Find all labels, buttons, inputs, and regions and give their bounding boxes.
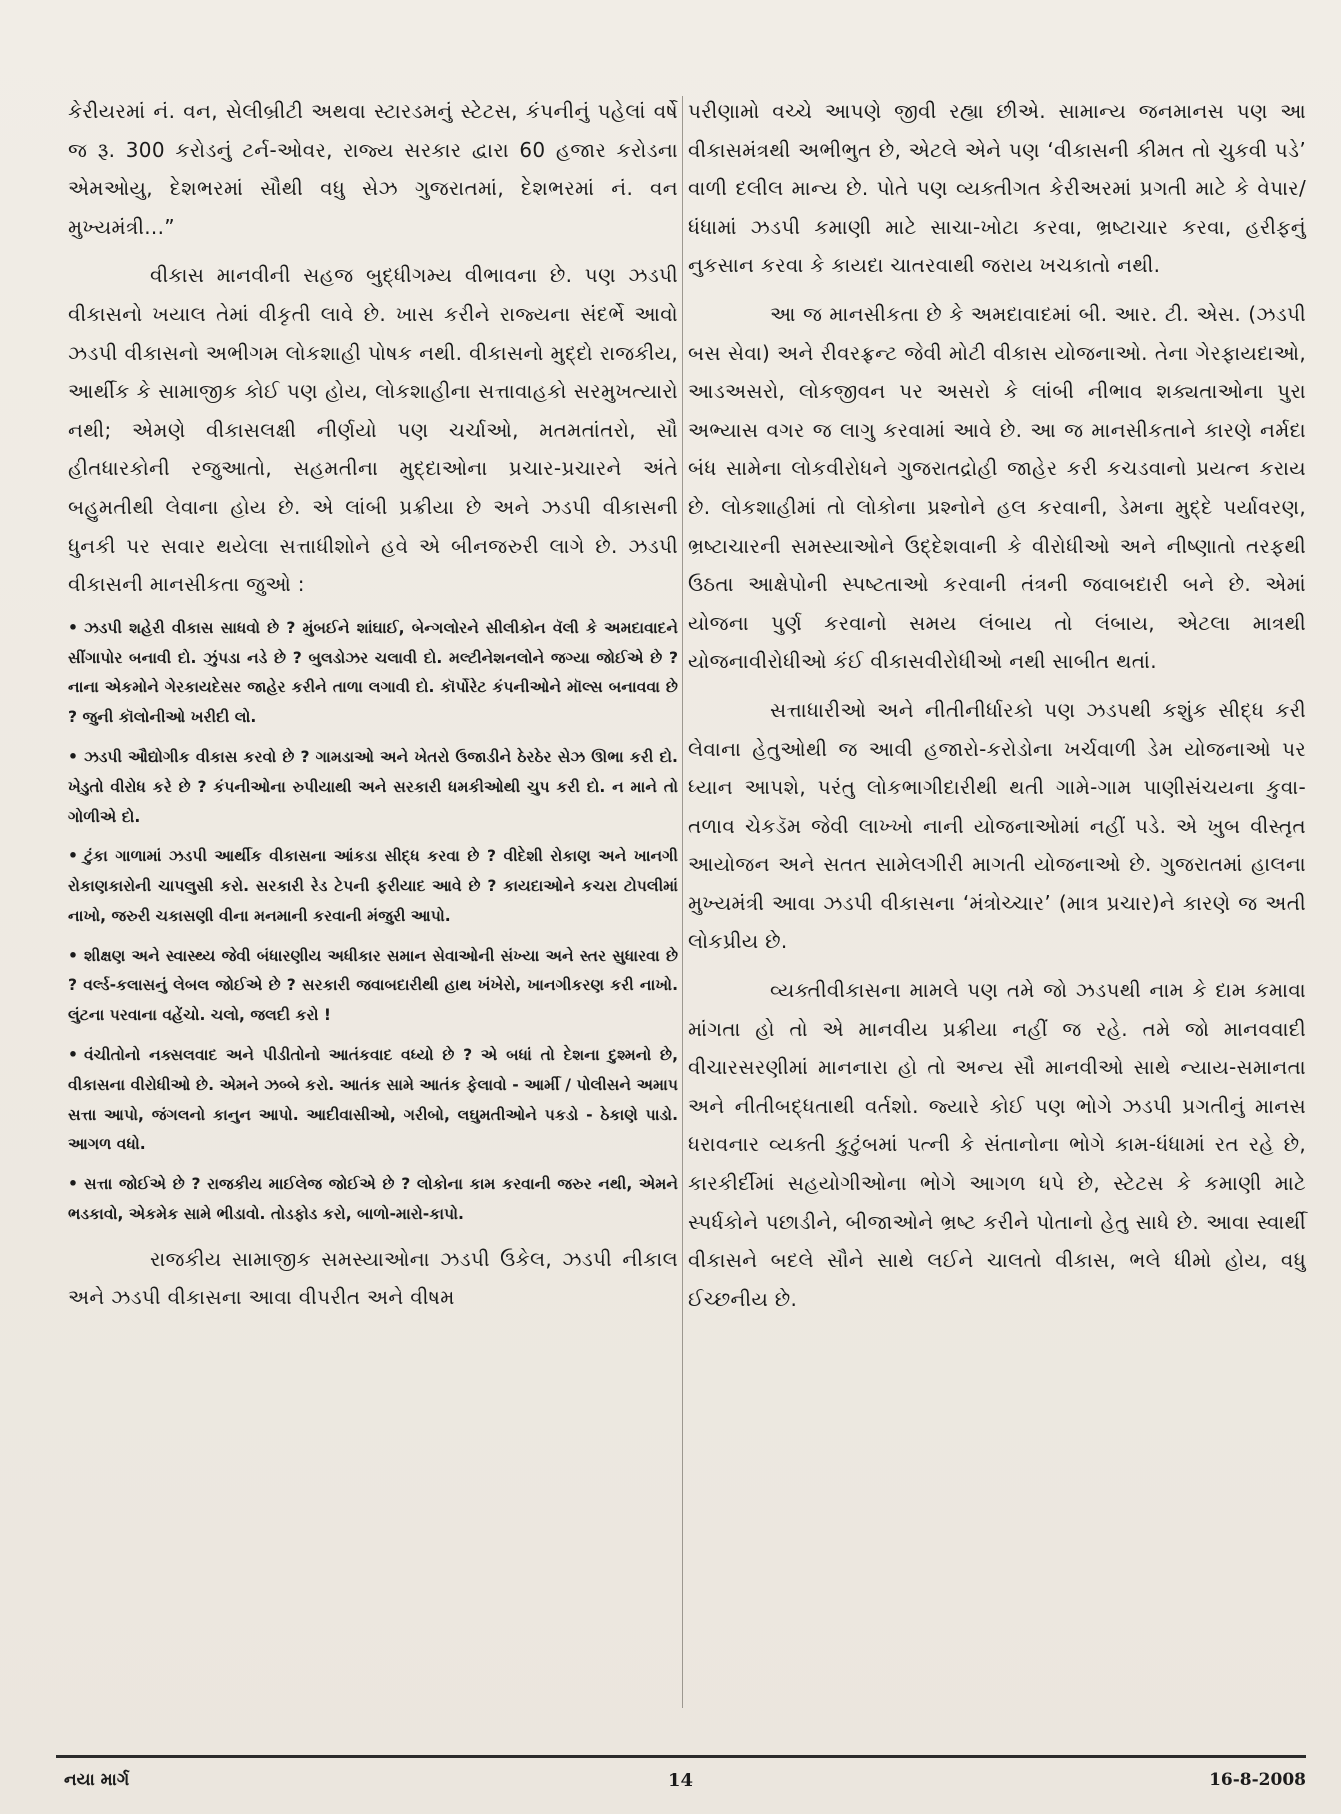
left-paragraph-1: કેરીયરમાં નં. વન, સેલીબ્રીટી અથવા સ્ટારડમનું સ્ટેટસ, કંપનીનું પહેલાં વર્ષે જ રૂ. 300 કરોડનું ટર્ન-ઓવર, રાજ્ય સરકાર દ્વારા 60 હજાર કરોડના એમઓયુ, દેશભરમાં સૌથી વધુ સેઝ ગુજરાતમાં, દેશભરમાં નં. વન મુખ્યમંત્રી...” xyxy=(68,99,678,239)
bullet-dot-icon: • xyxy=(68,847,78,866)
page-number: 14 xyxy=(668,1770,694,1791)
right-paragraph-4: વ્યક્તીવીકાસના મામલે પણ તમે જો ઝડપથી નામ કે દામ કમાવા માંગતા હો તો એ માનવીય પ્રક્રીયા નહીં જ રહે. તમે જો માનવવાદી વીચારસરણીમાં માનનારા હો તો અન્ય સૌ માનવીઓ સાથે ન્યાય-સમાનતા અને નીતીબદ્ધતાથી વર્તશો. જ્યારે કોઈ પણ ભોગે ઝડપી પ્રગતીનું માનસ ધરાવનાર વ્યક્તી કુટુંબમાં પત્ની કે સંતાનોના ભોગે કામ-ધંધામાં રત રહે છે, કારકીર્દીમાં સહયોગીઓના ભોગે આગળ ધપે છે, સ્ટેટસ કે કમાણી માટે સ્પર્ધકોને પછાડીને, બીજાઓને ભ્રષ્ટ કરીને પોતાનો હેતુ સાધે છે. આવા સ્વાર્થી વીકાસને બદલે સૌને સાથે લઈને ચાલતો વીકાસ, ભલે ધીમો હોય, વધુ ઈચ્છનીય છે. xyxy=(688,978,1306,1311)
bullet-dot-icon: • xyxy=(68,747,78,766)
bullet-dot-icon: • xyxy=(68,1046,78,1065)
bullet-text: ટુંકા ગાળામાં ઝડપી આર્થીક વીકાસના આંકડા સીદ્ધ કરવા છે ? વીદેશી રોકાણ અને ખાનગી રોકાણકારોની ચાપલુસી કરો. સરકારી રેડ ટેપની ફરીયાદ આવે છે ? કાયદાઓને કચરા ટોપલીમાં નાખો, જરુરી ચકાસણી વીના મનમાની કરવાની મંજુરી આપો. xyxy=(68,847,678,925)
bullet-text: વંચીતોનો નક્સલવાદ અને પીડીતોનો આતંકવાદ વધ્યો છે ? એ બધાં તો દેશના દુશ્મનો છે, વીકાસના વીરોધીઓ છે. એમને ઝબ્બે કરો. આતંક સામે આતંક ફેલાવો - આર્મી / પોલીસને અમાપ સત્તા આપો, જંગલનો કાનુન આપો. આદીવાસીઓ, ગરીબો, લઘુમતીઓને પકડો - ઠેકાણે પાડો. આગળ વધો. xyxy=(68,1046,678,1154)
right-column xyxy=(688,92,1306,1328)
right-paragraph-1: પરીણામો વચ્ચે આપણે જીવી રહ્યા છીએ. સામાન્ય જનમાનસ પણ આ વીકાસમંત્રથી અભીભુત છે, એટલે એને પણ ‘વીકાસની કીમત તો ચુકવી પડે’ વાળી દલીલ માન્ય છે. પોતે પણ વ્યક્તીગત કેરીઅરમાં પ્રગતી માટે કે વેપાર/ ધંધામાં ઝડપી કમાણી માટે સાચા-ખોટા કરવા, ભ્રષ્ટાચાર કરવા, હરીફનું નુકસાન કરવા કે કાયદા ચાતરવાથી જરાય ખચકાતો નથી. xyxy=(688,99,1306,278)
bullet-item xyxy=(68,1041,678,1160)
bullet-item xyxy=(68,842,678,931)
right-paragraph-3: સત્તાધારીઓ અને નીતીનીર્ધારકો પણ ઝડપથી કશુંક સીદ્ધ કરી લેવાના હેતુઓથી જ આવી હજારો-કરોડોના ખર્ચવાળી ડેમ યોજનાઓ પર ધ્યાન આપશે, પરંતુ લોકભાગીદારીથી થતી ગામે-ગામ પાણીસંચયના કુવા-તળાવ ચેકડૅમ જેવી લાખ્ખો નાની યોજનાઓમાં નહીં પડે. એ ખુબ વીસ્તૃત આયોજન અને સતત સામેલગીરી માગતી યોજનાઓ છે. ગુજરાતમાં હાલના મુખ્યમંત્રી આવા ઝડપી વીકાસના ‘મંત્રોચ્ચાર’ (માત્ર પ્રચાર)ને કારણે જ અતી લોકપ્રીય છે. xyxy=(688,697,1306,954)
bullet-text: શીક્ષણ અને સ્વાસ્થ્ય જેવી બંધારણીય અધીકાર સમાન સેવાઓની સંખ્યા અને સ્તર સુધારવા છે ? વર્લ્ડ-કલાસનું લેબલ જોઈએ છે ? સરકારી જવાબદારીથી હાથ ખંખેરો, ખાનગીકરણ કરી નાખો. લુંટના પરવાના વહેંચો. ચલો, જલદી કરો ! xyxy=(68,946,678,1025)
bullet-text: ઝડપી શહેરી વીકાસ સાધવો છે ? મુંબઈને શાંઘાઈ, બેન્ગલોરને સીલીકોન વૅલી કે અમદાવાદને સીંગાપોર બનાવી દો. ઝુંપડા નડે છે ? બુલડોઝર ચલાવી દો. મલ્ટીનેશનલોને જગ્યા જોઈએ છે ? નાના એકમોને ગેરકાયદેસર જાહેર કરીને તાળા લગાવી દો. કૉર્પોરેટ કંપનીઓને મૉલ્સ બનાવવા છે ? જુની કૉલોનીઓ ખરીદી લો. xyxy=(68,618,678,727)
bullet-dot-icon: • xyxy=(68,618,78,637)
issue-date: 16-8-2008 xyxy=(1209,1770,1306,1790)
bullet-item xyxy=(68,614,678,733)
bullet-text: સત્તા જોઈએ છે ? રાજકીય માઈલેજ જોઈએ છે ? લોકોના કામ કરવાની જરુર નથી, એમને ભડકાવો, એકમેક સામે ભીડાવો. તોડફોડ કરો, બાળો-મારો-કાપો. xyxy=(68,1175,678,1224)
bullet-item xyxy=(68,942,678,1031)
bullet-item xyxy=(68,743,678,832)
bullet-item xyxy=(68,1170,678,1230)
right-paragraph-2: આ જ માનસીકતા છે કે અમદાવાદમાં બી. આર. ટી. એસ. (ઝડપી બસ સેવા) અને રીવરફ્રન્ટ જેવી મોટી વીકાસ યોજનાઓ. તેના ગેરફાયદાઓ, આડઅસરો, લોકજીવન પર અસરો કે લાંબી નીભાવ શક્યતાઓના પુરા અભ્યાસ વગર જ લાગુ કરવામાં આવે છે. આ જ માનસીકતાને કારણે નર્મદા બંધ સામેના લોકવીરોધને ગુજરાતદ્રોહી જાહેર કરી કચડવાનો પ્રયત્ન કરાય છે. લોકશાહીમાં તો લોકોના પ્રશ્નોને હલ કરવાની, ડેમના મુદ્દે પર્યાવરણ, ભ્રષ્ટાચારની સમસ્યાઓને ઉદ્દેશવાની કે વીરોધીઓ અને નીષ્ણાતો તરફથી ઉઠતા આક્ષેપોની સ્પષ્ટતાઓ કરવાની તંત્રની જવાબદારી બને છે. એમાં યોજના પુર્ણ કરવાનો સમય લંબાય તો લંબાય, એટલા માત્રથી યોજનાવીરોધીઓ કંઈ વીકાસવીરોધીઓ નથી સાબીત થતાં. xyxy=(688,301,1306,674)
page-footer xyxy=(56,1770,1306,1800)
bullet-dot-icon: • xyxy=(68,1175,78,1194)
left-paragraph-2: વીકાસ માનવીની સહજ બુદ્ધીગમ્ય વીભાવના છે. પણ ઝડપી વીકાસનો ખયાલ તેમાં વીકૃતી લાવે છે. ખાસ કરીને રાજ્યના સંદર્ભે આવો ઝડપી વીકાસનો અભીગમ લોકશાહી પોષક નથી. વીકાસનો મુદ્દો રાજકીય, આર્થીક કે સામાજીક કોઈ પણ હોય, લોકશાહીના સત્તાવાહકો સરમુખત્યારો નથી; એમણે વીકાસલક્ષી નીર્ણયો પણ ચર્ચાઓ, મતમતાંતરો, સૌ હીતધારકોની રજુઆતો, સહમતીના મુદ્દાઓના પ્રચાર-પ્રચારને અંતે બહુમતીથી લેવાના હોય છે. એ લાંબી પ્રક્રીયા છે અને ઝડપી વીકાસની ધુનકી પર સવાર થયેલા સત્તાધીશોને હવે એ બીનજરુરી લાગે છે. ઝડપી વીકાસની માનસીકતા જુઓ : xyxy=(68,263,678,597)
left-column xyxy=(68,92,678,1327)
magazine-name: નયા માર્ગ xyxy=(64,1770,130,1790)
footer-rule xyxy=(56,1755,1306,1758)
column-divider xyxy=(682,96,683,1708)
left-paragraph-3: રાજકીય સામાજીક સમસ્યાઓના ઝડપી ઉકેલ, ઝડપી નીકાલ અને ઝડપી વીકાસના આવા વીપરીત અને વીષમ xyxy=(68,1246,678,1310)
bullet-text: ઝડપી ઔદ્યોગીક વીકાસ કરવો છે ? ગામડાઓ અને ખેતરો ઉજાડીને ઠેરઠેર સેઝ ઊભા કરી દો. ખેડુતો વીરોધ કરે છે ? કંપનીઓના રુપીયાથી અને સરકારી ધમકીઓથી ચુપ કરી દો. ન માને તો ગોળીએ દો. xyxy=(68,747,678,826)
bullet-dot-icon: • xyxy=(68,946,78,965)
